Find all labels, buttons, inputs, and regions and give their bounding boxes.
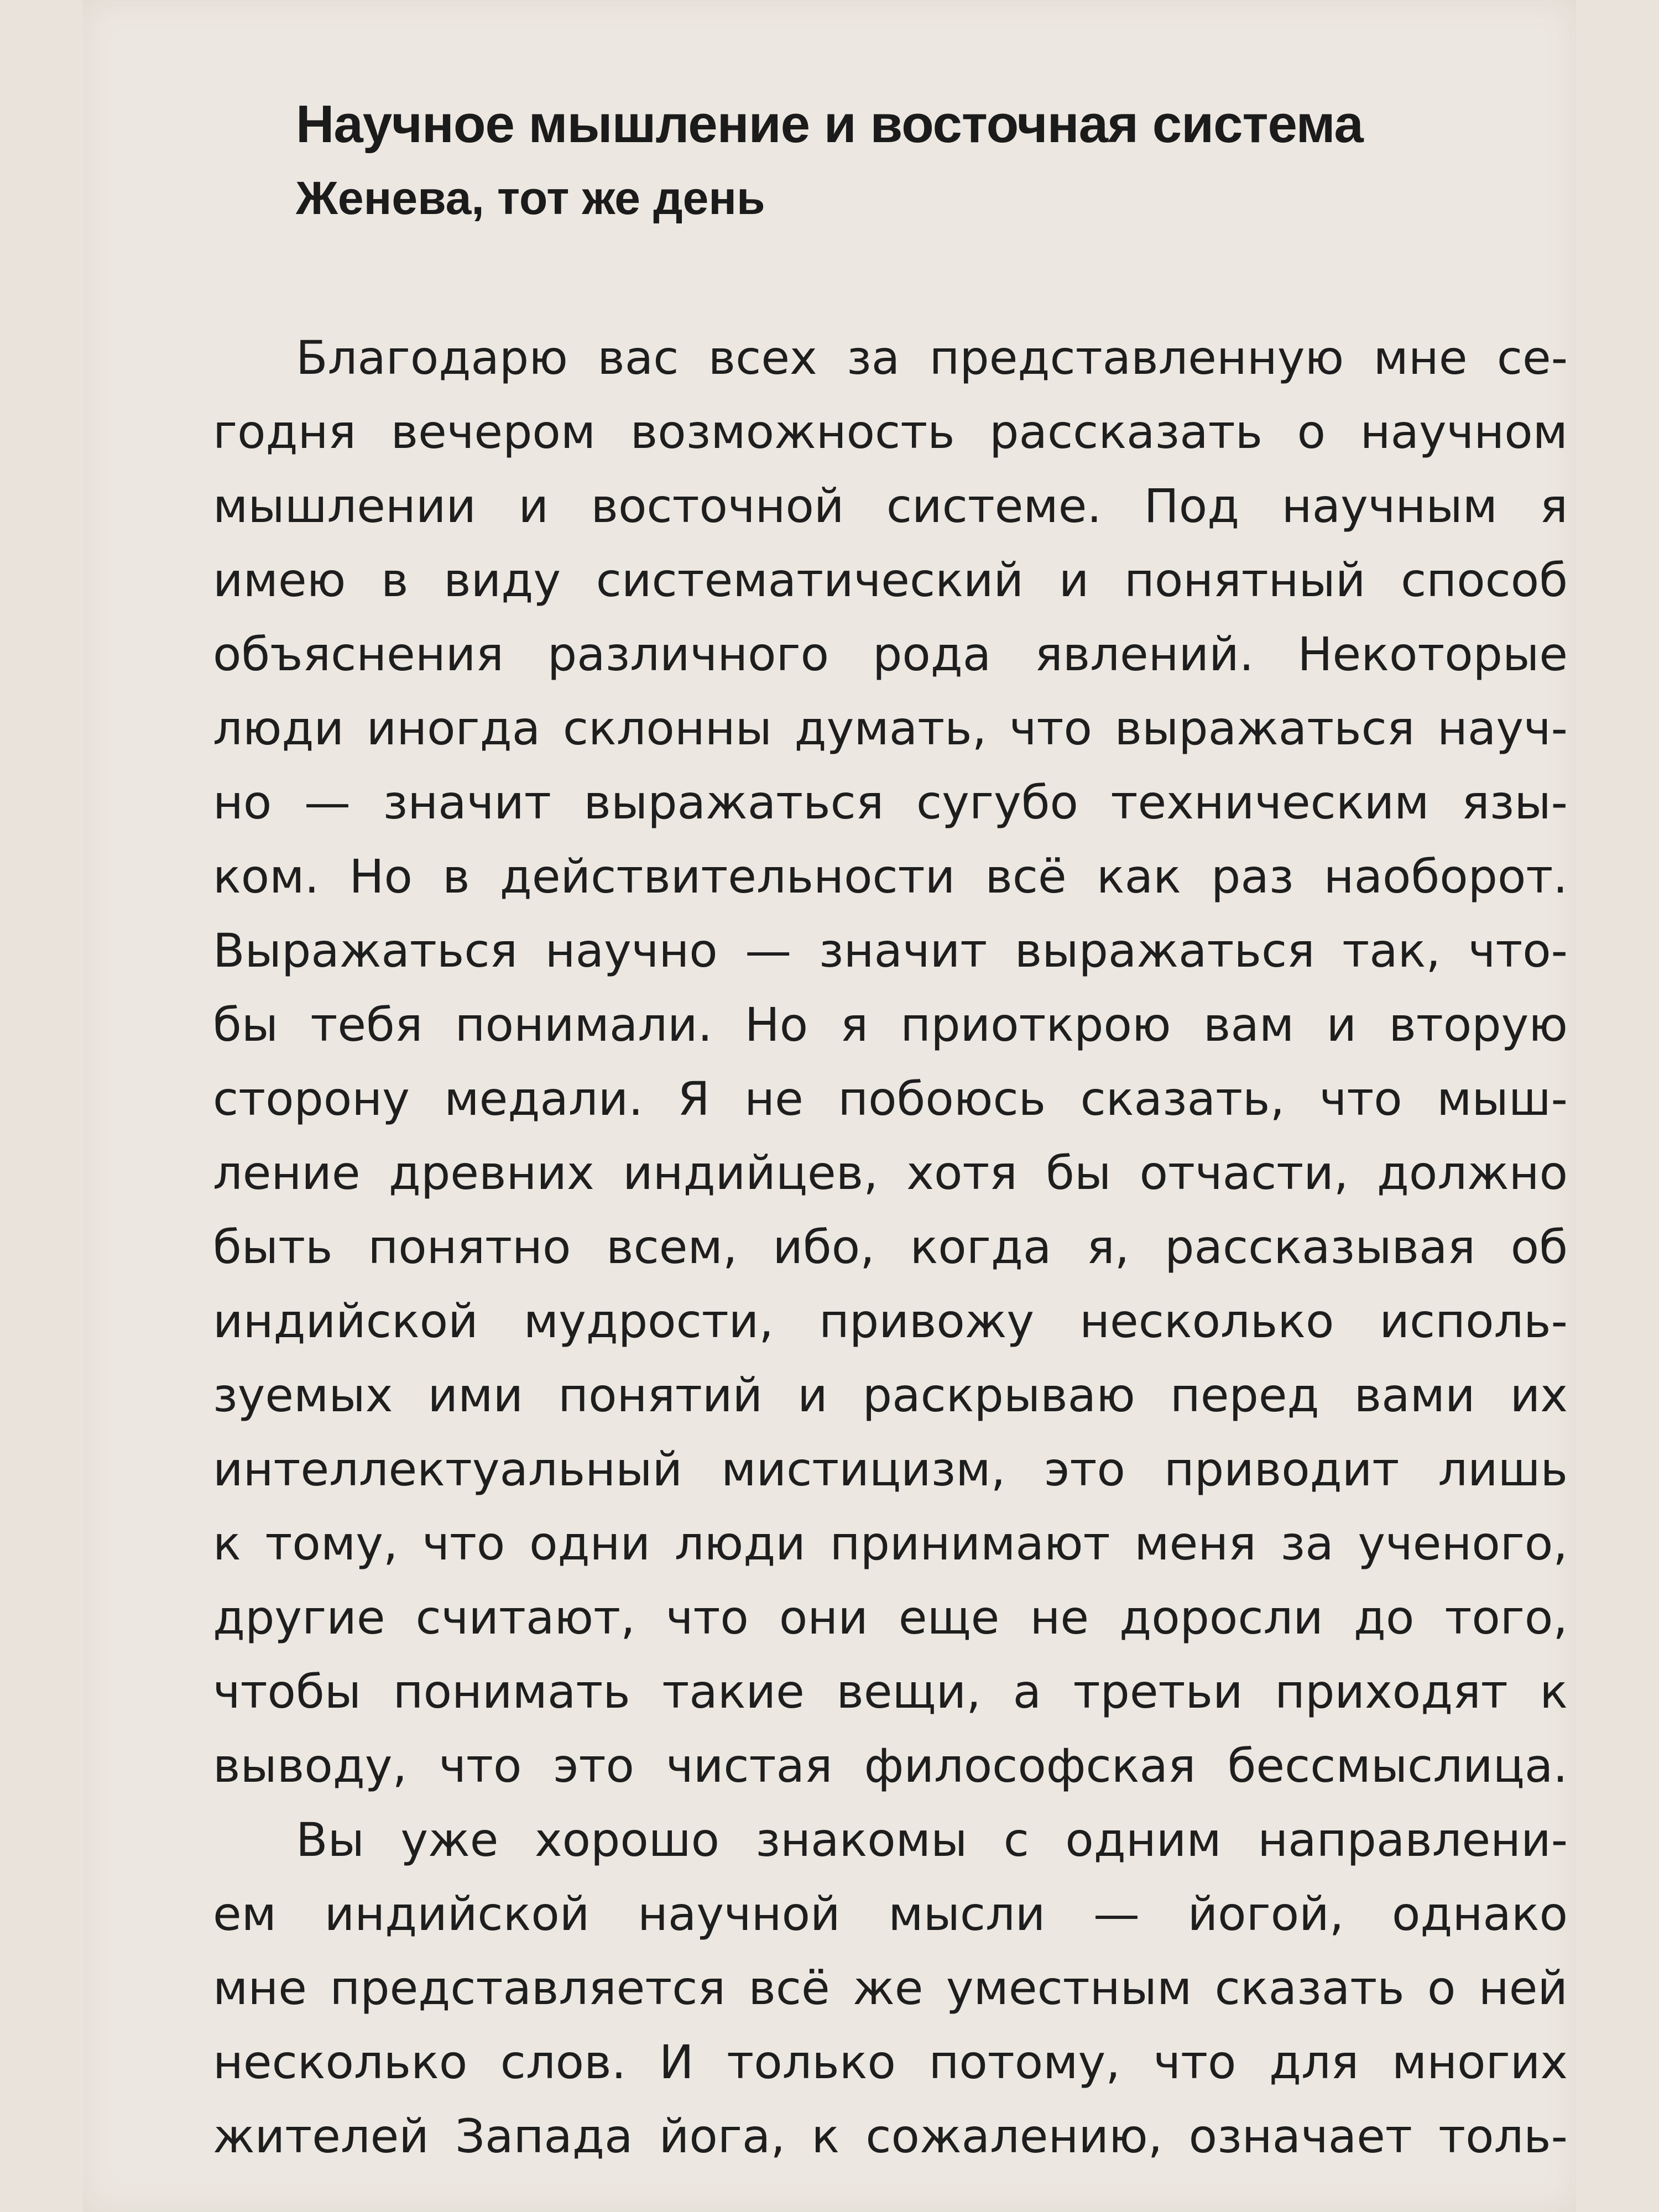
- text-line: имею в виду систематический и понятный способ: [213, 553, 1568, 607]
- book-page: [83, 0, 1576, 2212]
- text-line: бы тебя понимали. Но я приоткрою вам и вторую: [213, 998, 1568, 1052]
- text-line: объяснения различного рода явлений. Некоторые: [213, 627, 1568, 681]
- text-line: зуемых ими понятий и раскрываю перед вами их: [213, 1368, 1568, 1422]
- text-line: мышлении и восточной системе. Под научным я: [213, 479, 1568, 533]
- text-line: мне представляется всё же уместным сказать о ней: [213, 1961, 1568, 2015]
- text-line: Благодарю вас всех за представленную мне се-: [296, 331, 1568, 385]
- chapter-heading: Научное мышление и восточная система: [296, 95, 1363, 154]
- text-line: Вы уже хорошо знакомы с одним направлени-: [296, 1813, 1568, 1867]
- text-line: выводу, что это чистая философская бессмыслица.: [213, 1739, 1568, 1793]
- paragraph-2: [213, 1803, 1568, 2173]
- text-line: к тому, что одни люди принимают меня за ученого,: [213, 1516, 1568, 1571]
- text-line: люди иногда склонны думать, что выражаться науч-: [213, 701, 1568, 755]
- body-text: [213, 321, 1568, 2173]
- chapter-subheading: Женева, тот же день: [296, 172, 765, 224]
- text-line: сторону медали. Я не побоюсь сказать, что мыш-: [213, 1072, 1568, 1126]
- paragraph-1: [213, 321, 1568, 1803]
- text-line: несколько слов. И только потому, что для многих: [213, 2035, 1568, 2089]
- text-line: чтобы понимать такие вещи, а третьи приходят к: [213, 1665, 1568, 1719]
- text-line: другие считают, что они еще не доросли до того,: [213, 1590, 1568, 1645]
- text-line: Выражаться научно — значит выражаться так, что-: [213, 924, 1568, 978]
- text-line: быть понятно всем, ибо, когда я, рассказывая об: [213, 1220, 1568, 1274]
- text-line: ем индийской научной мысли — йогой, однако: [213, 1887, 1568, 1941]
- text-line: годня вечером возможность рассказать о научном: [213, 405, 1568, 459]
- text-line: ком. Но в действительности всё как раз наоборот.: [213, 849, 1568, 904]
- text-line: интеллектуальный мистицизм, это приводит лишь: [213, 1442, 1568, 1496]
- text-line: ление древних индийцев, хотя бы отчасти, должно: [213, 1146, 1568, 1200]
- text-line: жителей Запада йога, к сожалению, означает толь-: [213, 2109, 1568, 2163]
- text-line: но — значит выражаться сугубо техническим язы-: [213, 775, 1568, 830]
- text-line: индийской мудрости, привожу несколько исполь-: [213, 1294, 1568, 1348]
